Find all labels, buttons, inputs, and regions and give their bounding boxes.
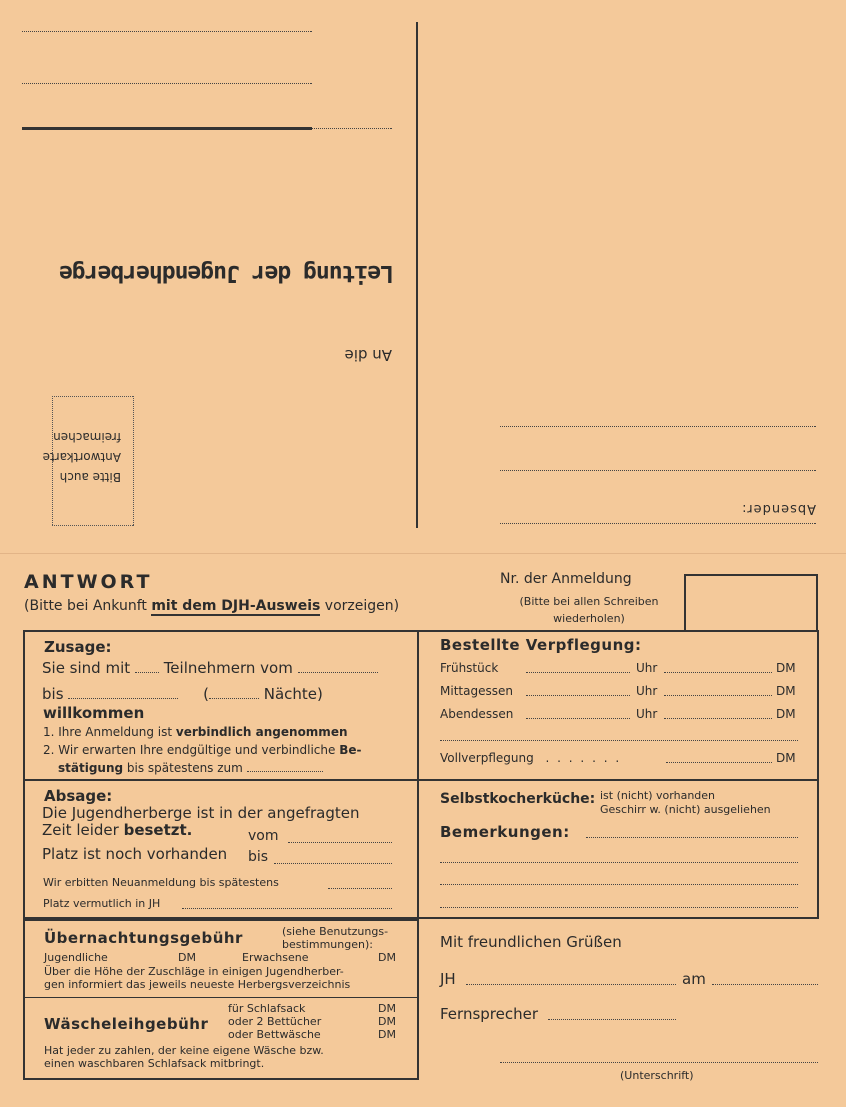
erwachsene-label: Erwachsene (242, 951, 309, 964)
gebuehr-text-1: Über die Höhe der Zuschläge in einigen Jugendherber- (44, 965, 344, 978)
meal-count-field[interactable] (526, 672, 630, 673)
meal-row (440, 661, 800, 684)
stamp-text-3: freimachen (53, 430, 121, 444)
waesche-dm-1: DM (378, 1002, 396, 1015)
absage-besetzt: besetzt. (123, 821, 193, 839)
am-label: am (682, 970, 706, 988)
sender-line-1[interactable] (500, 523, 816, 524)
meal-row (440, 684, 800, 707)
signature-field[interactable] (500, 1062, 818, 1063)
recipient-line-2: Leitung der Jugendherberge (59, 260, 394, 286)
waesche-title: Wäscheleihgebühr (44, 1015, 209, 1033)
meal-uhr: Uhr (636, 661, 658, 675)
absage-line-2 (42, 821, 192, 839)
address-side (0, 0, 846, 552)
from-date-field[interactable] (298, 672, 378, 673)
meal-time-field[interactable] (664, 718, 772, 719)
item2b-post: bis spätestens zum (123, 761, 243, 775)
gebuehr-note-2: bestimmungen): (282, 938, 373, 951)
recipient-line-b[interactable] (22, 83, 312, 84)
fernsprecher-label: Fernsprecher (440, 1005, 538, 1023)
recipient-line-1: An die (344, 346, 392, 364)
jh-field[interactable] (182, 908, 392, 909)
subtitle-pre: (Bitte bei Ankunft (24, 598, 152, 614)
gebuehr-title: Übernachtungsgebühr (44, 929, 243, 947)
absage-line-3: Platz ist noch vorhanden (42, 845, 228, 863)
gebuehr-text-2: gen informiert das jeweils neueste Herbergsverzeichnis (44, 978, 351, 991)
absage-vom: vom (248, 828, 279, 844)
sender-label: Absender: (741, 501, 816, 516)
to-date-field[interactable] (68, 698, 178, 699)
absage-text: Zeit leider (42, 821, 124, 839)
bemerkungen-line-1[interactable] (586, 837, 798, 838)
item2b-bold: stätigung (58, 761, 124, 775)
form-title: ANTWORT (24, 571, 153, 593)
absage-bis: bis (248, 849, 269, 865)
meal-time-field[interactable] (664, 695, 772, 696)
fold-line (0, 553, 846, 554)
date-field[interactable] (712, 984, 818, 985)
nr-note-2: wiederholen) (553, 612, 625, 625)
neuanmeldung-field[interactable] (328, 888, 392, 889)
zusage-text-a: Sie sind mit (42, 659, 131, 677)
subtitle-post: vorzeigen) (320, 598, 400, 614)
address-divider (416, 22, 418, 528)
erwachsene-dm: DM (378, 951, 396, 964)
meal-row (440, 707, 800, 730)
selbstkocher-line-1: ist (nicht) vorhanden (600, 789, 716, 802)
waesche-text-2: einen waschbaren Schlafsack mitbringt. (44, 1057, 265, 1070)
waesche-opt-3: oder Bettwäsche (228, 1028, 321, 1041)
recipient-underline (22, 127, 312, 130)
bemerkungen-title: Bemerkungen: (440, 823, 570, 841)
selbstkocher-line-2: Geschirr w. (nicht) ausgeliehen (600, 803, 771, 816)
waesche-dm-2: DM (378, 1015, 396, 1028)
vollverpflegung-row (440, 751, 800, 765)
jh-name-field[interactable] (466, 984, 676, 985)
item1-bold: verbindlich angenommen (175, 725, 348, 739)
waesche-text (44, 1044, 324, 1070)
subtitle-bold: mit dem DJH-Ausweis (151, 598, 321, 614)
zusage-line-1 (42, 659, 378, 677)
participants-field[interactable] (135, 672, 159, 673)
bemerkungen-line-4[interactable] (440, 907, 798, 908)
voll-dots: . . . . . . . (545, 751, 622, 765)
zusage-text-b: Teilnehmern (163, 659, 256, 677)
waesche-dm-3: DM (378, 1028, 396, 1041)
willkommen: willkommen (43, 704, 145, 722)
sender-line-2[interactable] (500, 470, 816, 471)
zusage-item-2b (58, 761, 323, 775)
confirm-date-field[interactable] (247, 771, 323, 772)
item1-pre: 1. Ihre Anmeldung ist (43, 725, 176, 739)
absage-vom-field[interactable] (288, 842, 392, 843)
meal-dm: DM (776, 684, 796, 698)
stamp-text-2: Antwortkarte (42, 450, 121, 464)
zusage-bis: bis (42, 685, 64, 703)
selbstkocher-title: Selbstkocherküche: (440, 791, 596, 807)
voll-label: Vollverpflegung (440, 751, 534, 765)
phone-field[interactable] (548, 1019, 676, 1020)
gebuehr-text (44, 965, 350, 991)
nights-field[interactable] (209, 698, 259, 699)
absage-title: Absage: (44, 787, 113, 805)
meal-count-field[interactable] (526, 718, 630, 719)
gebuehr-note-1: (siehe Benutzungs- (282, 925, 389, 938)
zusage-paren: ( (203, 685, 209, 703)
greeting: Mit freundlichen Grüßen (440, 933, 622, 951)
gebuehr-note (282, 925, 388, 951)
bemerkungen-line-3[interactable] (440, 884, 798, 885)
meal-dm: DM (776, 707, 796, 721)
fees-divider (23, 997, 419, 998)
zusage-title: Zusage: (44, 638, 112, 656)
jugend-dm: DM (178, 951, 196, 964)
meal-label: Frühstück (440, 661, 499, 675)
meal-extra-line[interactable] (440, 740, 798, 741)
waesche-text-1: Hat jeder zu zahlen, der keine eigene Wäsche bzw. (44, 1044, 324, 1057)
nr-box[interactable] (684, 574, 818, 632)
gebuehr-rates (44, 951, 400, 964)
meal-rows (440, 661, 800, 730)
zusage-text-c: vom (260, 659, 293, 677)
waesche-opt-1: für Schlafsack (228, 1002, 306, 1015)
item2-bold: Be- (339, 743, 362, 757)
zusage-line-2 (42, 685, 323, 703)
waesche-opt-2: oder 2 Bettücher (228, 1015, 322, 1028)
stamp-box (42, 396, 134, 526)
voll-field[interactable] (666, 762, 772, 763)
sender-line-3[interactable] (500, 426, 816, 427)
meal-dm: DM (776, 661, 796, 675)
meal-label: Abendessen (440, 707, 514, 721)
form-subtitle (24, 598, 399, 614)
jh-label: JH (440, 970, 456, 988)
recipient-line-c[interactable] (22, 31, 312, 32)
bemerkungen-line-2[interactable] (440, 862, 798, 863)
waesche-dm-col (378, 1002, 396, 1041)
item2-pre: 2. Wir erwarten Ihre endgültige und verbindliche (43, 743, 340, 757)
jugend-label: Jugendliche (44, 951, 108, 964)
absage-bis-field[interactable] (274, 863, 392, 864)
unterschrift-label: (Unterschrift) (620, 1069, 694, 1082)
grid-horizontal (23, 779, 819, 781)
zusage-item-1 (43, 725, 348, 739)
voll-dm: DM (776, 751, 796, 765)
meal-count-field[interactable] (526, 695, 630, 696)
absage-line-4: Wir erbitten Neuanmeldung bis spätestens (43, 876, 279, 889)
stamp-text-1: Bitte auch (59, 470, 121, 484)
meal-label: Mittagessen (440, 684, 513, 698)
selbstkocher-text (600, 789, 771, 817)
absage-line-1: Die Jugendherberge ist in der angefragten (42, 804, 360, 822)
verpflegung-title: Bestellte Verpflegung: (440, 636, 642, 654)
grid-vertical (417, 630, 419, 919)
zusage-item-2 (43, 743, 361, 757)
waesche-options (228, 1002, 321, 1041)
zusage-naechte: Nächte) (263, 685, 323, 703)
nr-note (500, 593, 678, 627)
nr-note-1: (Bitte bei allen Schreiben (519, 595, 659, 608)
nr-label: Nr. der Anmeldung (500, 571, 632, 587)
meal-time-field[interactable] (664, 672, 772, 673)
absage-line-5: Platz vermutlich in JH (43, 897, 161, 910)
meal-uhr: Uhr (636, 684, 658, 698)
meal-uhr: Uhr (636, 707, 658, 721)
